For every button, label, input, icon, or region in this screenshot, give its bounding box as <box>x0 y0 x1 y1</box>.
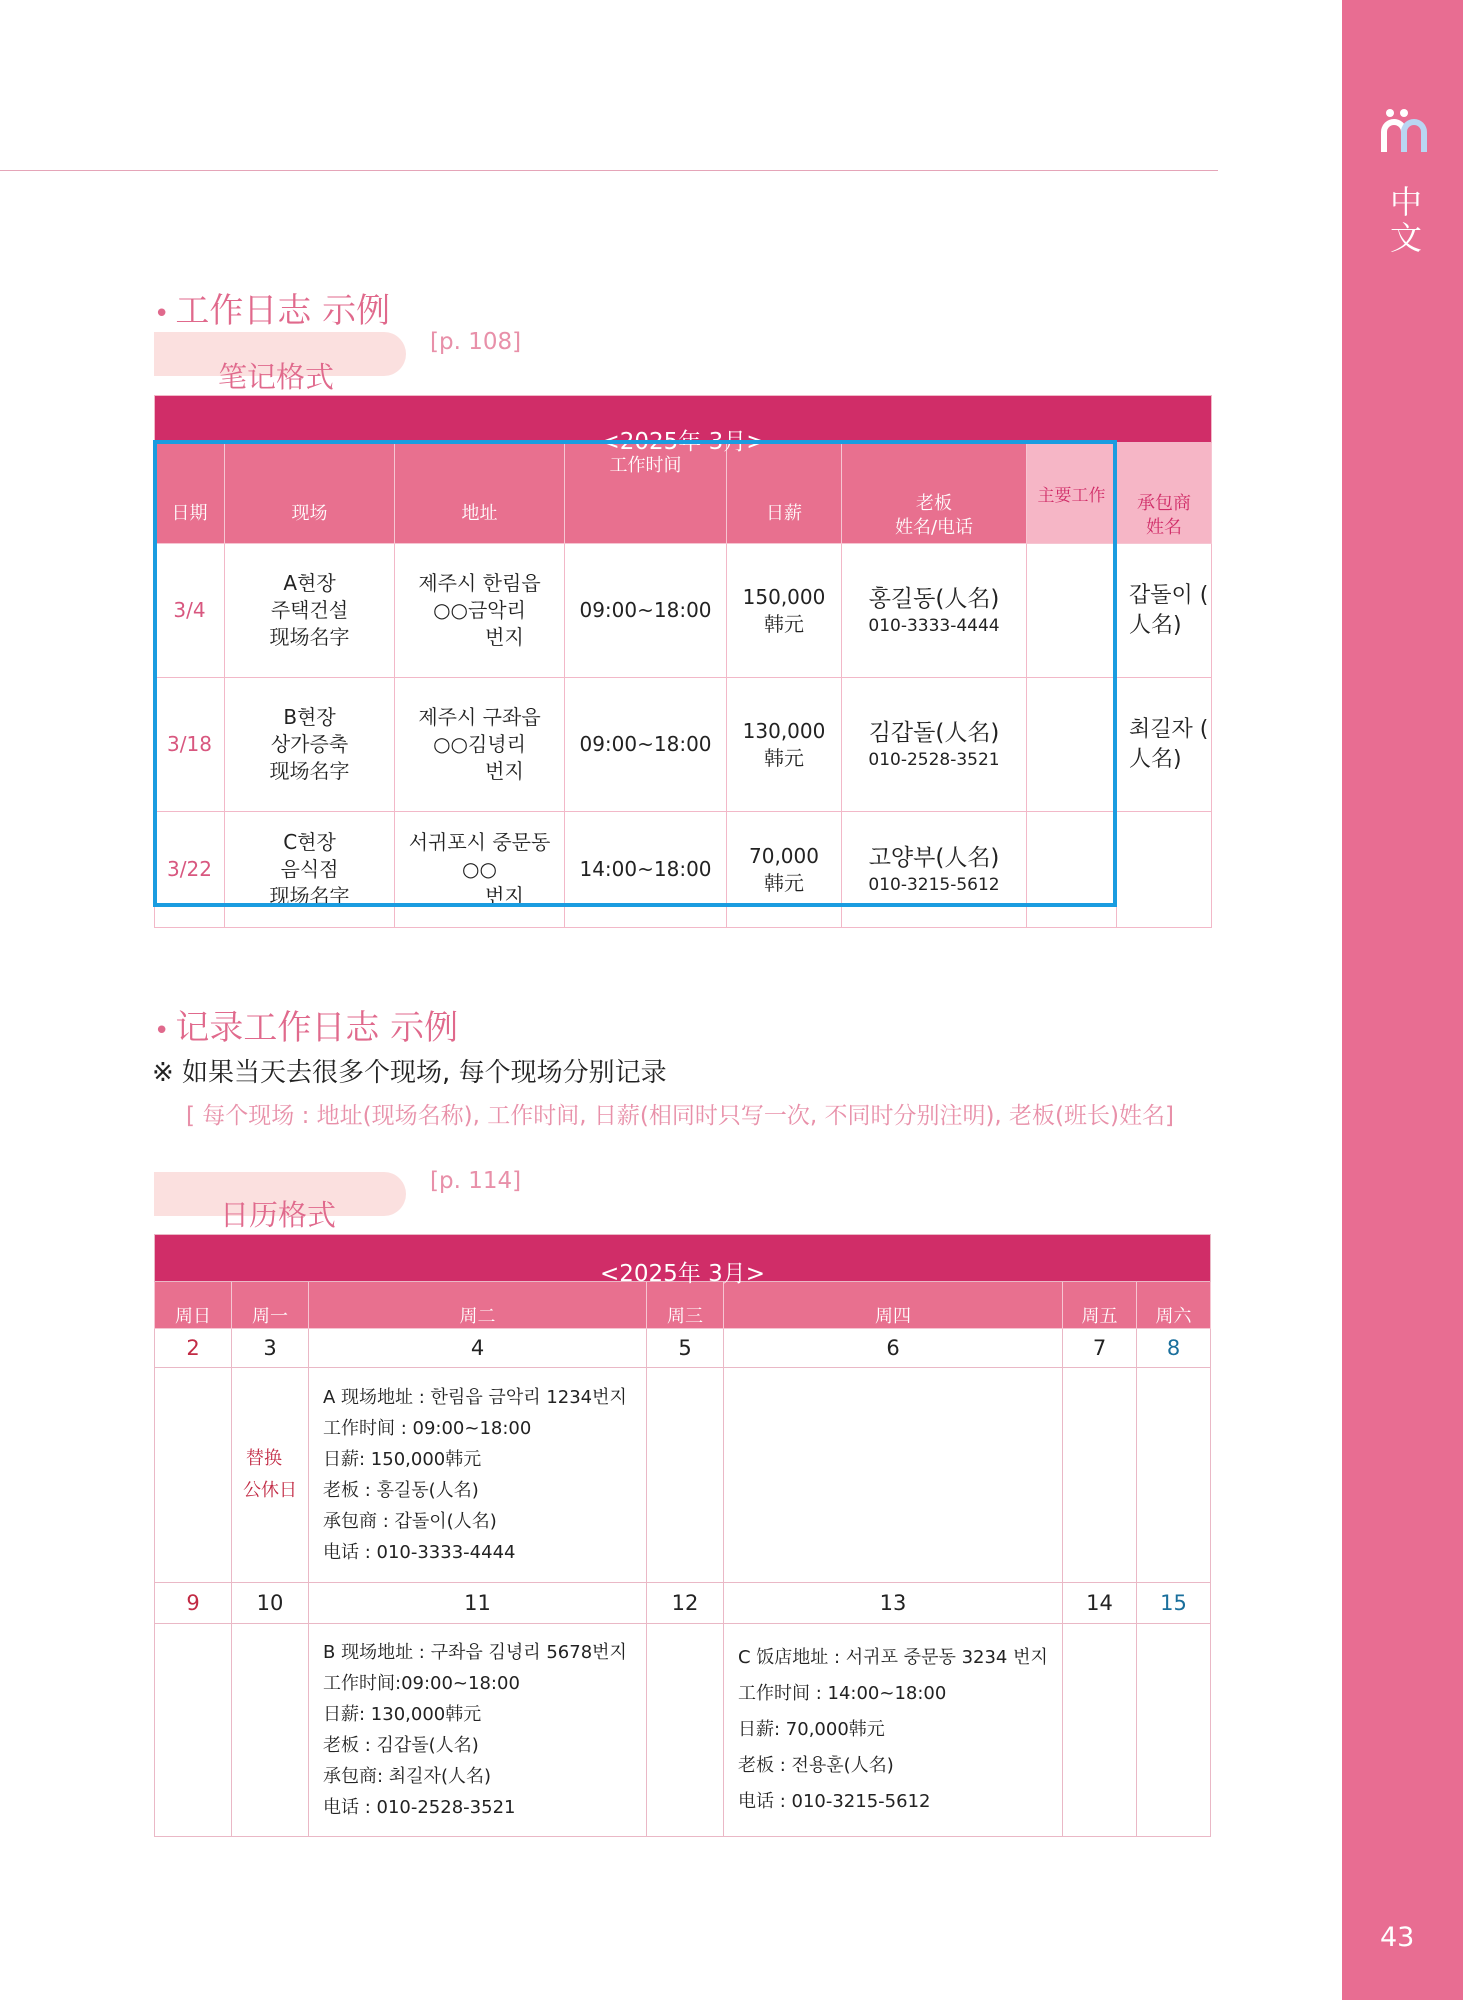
day-cell <box>1137 1624 1211 1837</box>
day-cell <box>724 1368 1063 1583</box>
note-detail: [ 每个现场 : 地址(现场名称), 工作时间, 日薪(相同时只写一次, 不同时分别注明), 老板(班长)姓名] <box>186 1103 1174 1129</box>
row-time: 14:00~18:00 <box>565 812 727 928</box>
sidebar <box>1342 0 1463 2000</box>
page-number: 43 <box>1380 1922 1415 1953</box>
row-contractor: 갑돌이 ( 人名) <box>1117 544 1212 678</box>
day-number: 4 <box>309 1329 647 1368</box>
day-cell <box>155 1368 232 1583</box>
header-work-time: 工作时间 <box>565 443 727 544</box>
holiday-note: 公休日 <box>243 1480 297 1501</box>
calendar-week <box>155 1368 1211 1583</box>
day-cell <box>1137 1368 1211 1583</box>
row-time: 09:00~18:00 <box>565 678 727 812</box>
day-number: 5 <box>647 1329 724 1368</box>
day-cell <box>155 1624 232 1837</box>
weekday: 周六 <box>1137 1282 1211 1329</box>
table-banner: <2025年 3月> <box>155 1235 1211 1282</box>
day-number: 13 <box>724 1583 1063 1624</box>
day-number: 8 <box>1137 1329 1211 1368</box>
header-site: 现场 <box>225 443 395 544</box>
date-row <box>155 1329 1211 1368</box>
day-number: 3 <box>232 1329 309 1368</box>
row-pay: 70,000 韩元 <box>727 812 842 928</box>
calendar-table <box>154 1234 1211 1837</box>
divider <box>0 170 1218 171</box>
highlight-box <box>153 440 1117 907</box>
row-address: 서귀포시 중문동○○ 번지 <box>395 812 565 928</box>
weekday: 周四 <box>724 1282 1063 1329</box>
row-address: 제주시 한림읍 ○○금악리 번지 <box>395 544 565 678</box>
date-row <box>155 1583 1211 1624</box>
table-banner: <2025年 3月> <box>155 396 1212 443</box>
weekday: 周三 <box>647 1282 724 1329</box>
day-cell <box>1063 1368 1137 1583</box>
day-number: 7 <box>1063 1329 1137 1368</box>
day-cell <box>647 1368 724 1583</box>
header-date: 日期 <box>155 443 225 544</box>
row-site: B현장 상가증축 现场名字 <box>225 678 395 812</box>
day-cell <box>647 1624 724 1837</box>
weekday: 周一 <box>232 1282 309 1329</box>
calendar-week <box>155 1624 1211 1837</box>
format-label: 日历格式 <box>220 1198 337 1232</box>
header-contractor: 承包商 姓名 <box>1117 443 1212 544</box>
section1-title: • 工作日志 示例 <box>154 291 391 331</box>
entry-c: C 饭店地址 : 서귀포 중문동 3234 번지 工作时间 : 14:00~18:00 日薪: 70,000韩元 老板 : 전용훈(人名) 电话 : 010-3215-5612 <box>738 1647 1048 1812</box>
day-number: 15 <box>1137 1583 1211 1624</box>
logo-icon <box>1381 108 1427 154</box>
day-cell <box>309 1368 647 1583</box>
day-cell <box>724 1624 1063 1837</box>
row-contractor: 최길자 ( 人名) <box>1117 678 1212 812</box>
weekday-header-row <box>155 1282 1211 1329</box>
entry-a: A 现场地址 : 한림읍 금악리 1234번지 工作时间 : 09:00~18:00 日薪: 150,000韩元 老板 : 홍길동(人名) 承包商 : 갑돌이(人名) 电话 : 010-3333-4444 <box>323 1387 627 1563</box>
day-cell <box>1063 1624 1137 1837</box>
row-time: 09:00~18:00 <box>565 544 727 678</box>
row-date: 3/4 <box>155 544 225 678</box>
day-cell <box>309 1624 647 1837</box>
day-number: 6 <box>724 1329 1063 1368</box>
row-contractor <box>1117 812 1212 928</box>
day-number: 9 <box>155 1583 232 1624</box>
note: ※ 如果当天去很多个现场, 每个现场分别记录 <box>152 1058 667 1088</box>
header-daily-pay: 日薪 <box>727 443 842 544</box>
row-address: 제주시 구좌읍 ○○김녕리 번지 <box>395 678 565 812</box>
header-address: 地址 <box>395 443 565 544</box>
section2-title: • 记录工作日志 示例 <box>154 1008 459 1048</box>
entry-b: B 现场地址 : 구좌읍 김녕리 5678번지 工作时间:09:00~18:00 日薪: 130,000韩元 老板 : 김갑돌(人名) 承包商: 최길자(人名) 电话 : 010-2528-3521 <box>323 1642 627 1818</box>
page-ref: [p. 114] <box>430 1168 522 1194</box>
row-date: 3/22 <box>155 812 225 928</box>
page-ref: [p. 108] <box>430 329 522 355</box>
day-number: 12 <box>647 1583 724 1624</box>
weekday: 周二 <box>309 1282 647 1329</box>
header-main-work: 主要工作 <box>1027 443 1117 544</box>
row-site: C현장 음식점 现场名字 <box>225 812 395 928</box>
row-boss: 김갑돌(人名) 010-2528-3521 <box>842 678 1027 812</box>
language-label: 中文 <box>1385 185 1423 257</box>
weekday: 周日 <box>155 1282 232 1329</box>
row-boss: 고양부(人名) 010-3215-5612 <box>842 812 1027 928</box>
row-pay: 130,000 韩元 <box>727 678 842 812</box>
row-site: A현장 주택건설 现场名字 <box>225 544 395 678</box>
day-number: 14 <box>1063 1583 1137 1624</box>
holiday-note: 替换 <box>246 1448 282 1469</box>
day-number: 10 <box>232 1583 309 1624</box>
day-number: 2 <box>155 1329 232 1368</box>
day-number: 11 <box>309 1583 647 1624</box>
row-pay: 150,000 韩元 <box>727 544 842 678</box>
format-label: 笔记格式 <box>218 360 335 394</box>
day-cell <box>232 1368 309 1583</box>
row-boss: 홍길동(人名) 010-3333-4444 <box>842 544 1027 678</box>
row-date: 3/18 <box>155 678 225 812</box>
weekday: 周五 <box>1063 1282 1137 1329</box>
day-cell <box>232 1624 309 1837</box>
header-boss: 老板 姓名/电话 <box>842 443 1027 544</box>
